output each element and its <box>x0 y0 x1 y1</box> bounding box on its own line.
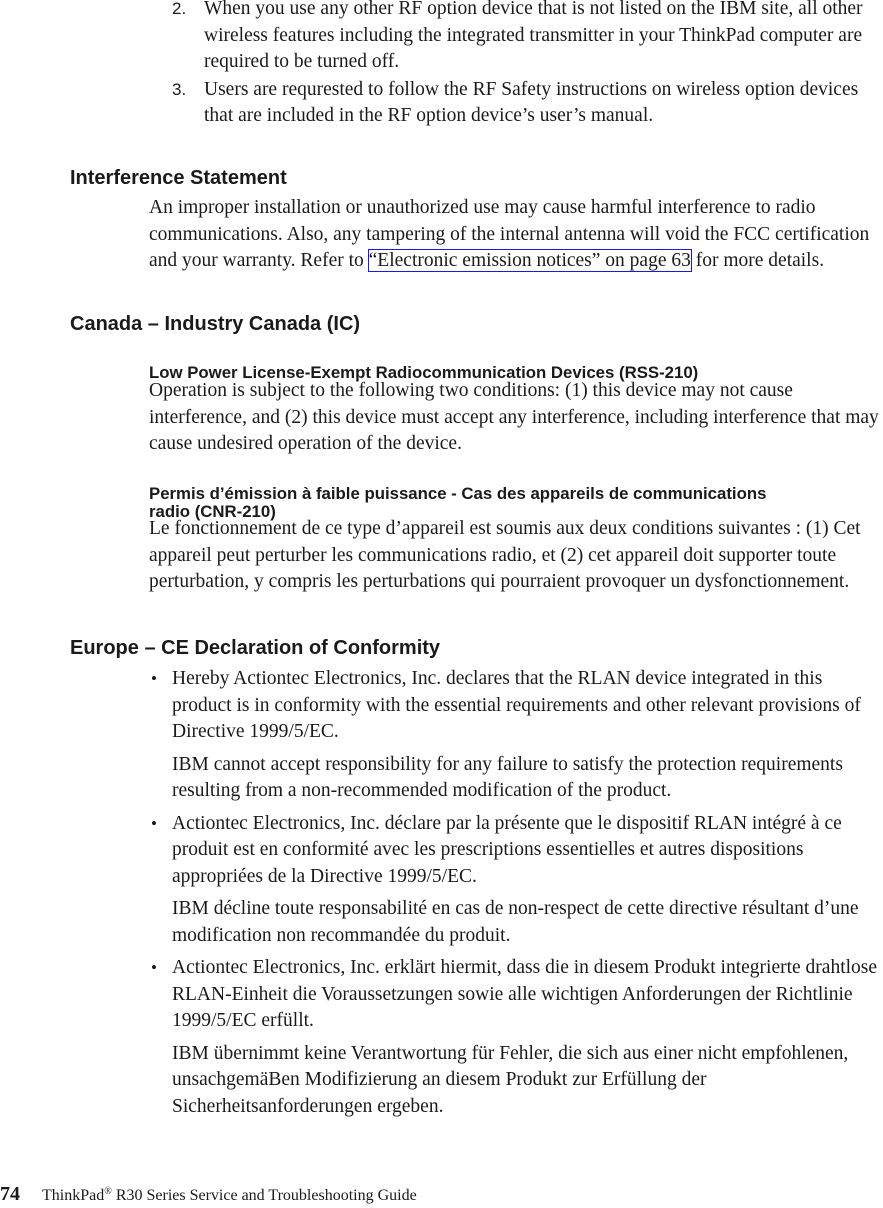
ce-declaration-list <box>149 666 883 1120</box>
interference-text-end: for more details. <box>690 250 825 271</box>
list-number: 2. <box>172 0 187 18</box>
rss-210-heading: Low Power License-Exempt Radiocommunication Devices (RSS-210) <box>149 363 699 382</box>
bullet-text: Hereby Actiontec Electronics, Inc. declares that the RLAN device integrated in this product is in conformity with the essential requirements and other relevant provisions of Directive 1999/5/EC. <box>172 668 861 742</box>
cnr-210-paragraph: Le fonctionnement de ce type d’appareil est soumis aux deux conditions suivantes : (1) Cet appareil peut perturber les communications radio, et (2) cet appareil doit supporter toute perturbation, y compris les perturbations qui pourraient provoquer un dysfonctionnement. <box>149 518 861 592</box>
list-item <box>172 77 872 130</box>
bullet-marker: • <box>151 813 157 833</box>
list-item <box>172 0 872 76</box>
list-item <box>149 955 883 1120</box>
interference-heading: Interference Statement <box>70 167 287 189</box>
bullet-subtext: IBM übernimmt keine Verantwortung für Fehler, die sich aus einer nicht empfohlenen, unsachgemäBen Modifizierung an diesem Produkt zur Erfüllung der Sicherheitsanforderungen ergeben. <box>172 1042 849 1117</box>
page-number: 74 <box>0 1183 20 1205</box>
rss-210-paragraph: Operation is subject to the following two conditions: (1) this device may not cause interference, and (2) this device must accept any interference, including interference that may cause undesired operation of the device. <box>149 380 879 454</box>
list-number: 3. <box>172 79 187 99</box>
numbered-list <box>172 0 872 130</box>
bullet-text: Actiontec Electronics, Inc. erklärt hiermit, dass die in diesem Produkt integrierte drahtlose RLAN-Einheit die Voraussetzungen sowie alle wichtigen Anforderungen der Richtlinie 1999/5/EC erfüllt. <box>172 957 878 1031</box>
running-title-product: ThinkPad <box>42 1187 105 1204</box>
bullet-marker: • <box>151 669 157 688</box>
cnr-210-heading: Permis d’émission à faible puissance - Cas des appareils de communications radio (CNR-210) <box>149 484 767 521</box>
list-item <box>149 666 883 805</box>
list-item <box>149 811 883 950</box>
electronic-emission-link[interactable]: “Electronic emission notices” on page 63 <box>368 250 691 271</box>
canada-heading: Canada – Industry Canada (IC) <box>70 313 361 335</box>
bullet-subtext: IBM cannot accept responsibility for any failure to satisfy the protection requirements resulting from a non-recommended modification of the product. <box>172 753 843 801</box>
list-item-text: When you use any other RF option device that is not listed on the IBM site, all other wireless features including the integrated transmitter in your ThinkPad computer are required to be turned off. <box>204 0 863 72</box>
bullet-marker: • <box>151 958 157 977</box>
interference-paragraph <box>149 195 883 275</box>
interference-text: An improper installation or unauthorized use may cause harmful interference to radio communications. Also, any tampering of the internal antenna will void the FCC certification and your warranty. Refer to <box>149 197 870 271</box>
registered-mark: ® <box>104 1186 112 1197</box>
bullet-subtext: IBM décline toute responsabilité en cas de non-respect de cette directive résultant d’une modification non recommandée du produit. <box>172 898 859 946</box>
bullet-text: Actiontec Electronics, Inc. déclare par la présente que le dispositif RLAN intégré à ce produit est en conformité avec les prescriptions essentielles et autres dispositions appropriées de la Directive 1999/5/EC. <box>172 812 842 887</box>
list-item-text: Users are requrested to follow the RF Safety instructions on wireless option devices that are included in the RF option device’s user’s manual. <box>204 78 859 126</box>
running-title-rest: R30 Series Service and Troubleshooting Guide <box>111 1187 417 1204</box>
europe-heading: Europe – CE Declaration of Conformity <box>70 637 441 659</box>
